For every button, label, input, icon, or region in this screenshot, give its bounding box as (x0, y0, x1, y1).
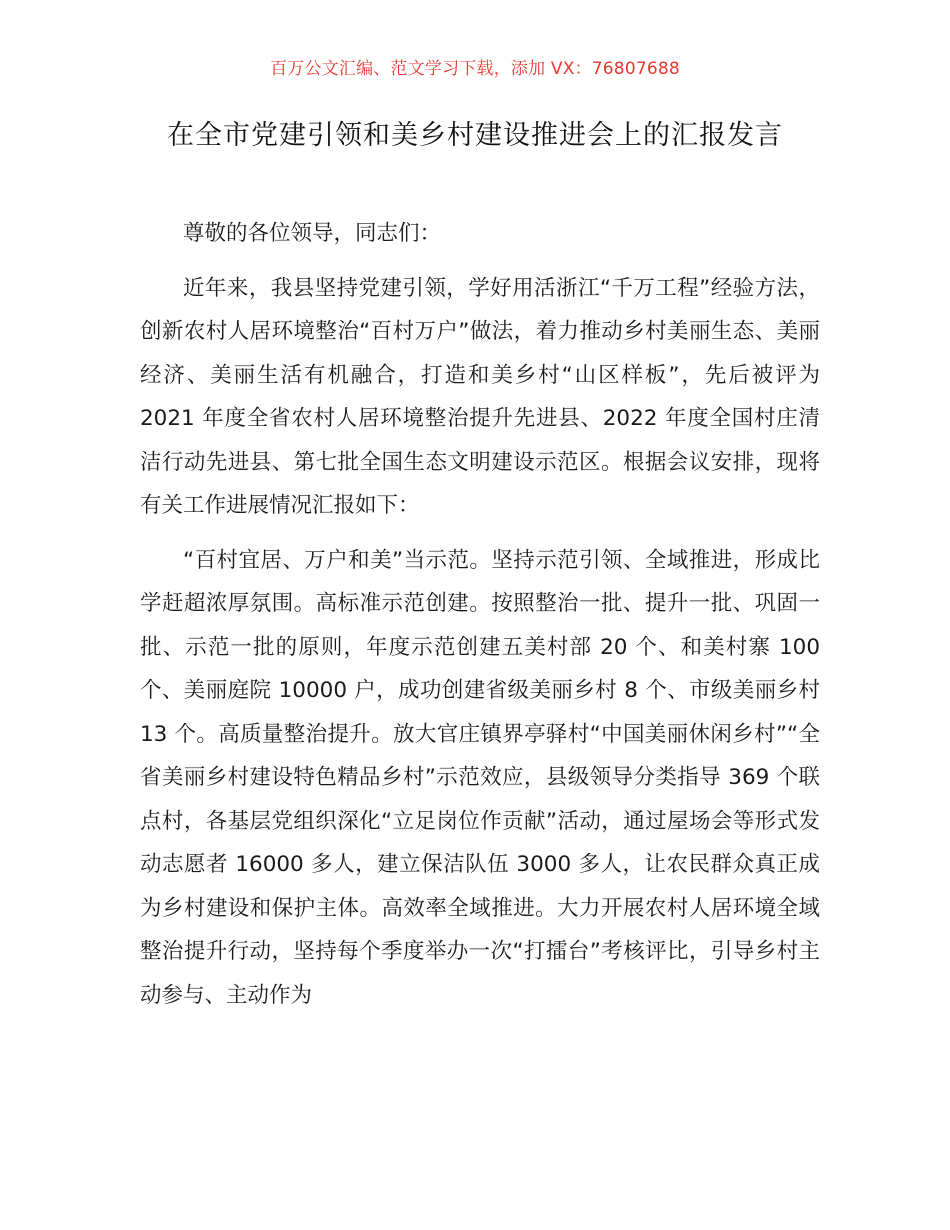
promo-banner: 百万公文汇编、范文学习下载，添加 VX：76807688 (270, 59, 680, 79)
document-title: 在全市党建引领和美乡村建设推进会上的汇报发言 (167, 120, 783, 151)
paragraph-demonstration: “百村宜居、万户和美”当示范。坚持示范引领、全域推进，形成比学赶超浓厚氛围。高标准示范创建。按照整治一批、提升一批、巩固一批、示范一批的原则，年度示范创建五美村部 20 个、和美村寨 100 个、美丽庭院 10000 户，成功创建省级美丽乡村 8 个、市级美丽乡村 13 个。高质量整治提升。放大官庄镇界亭驿村“中国美丽休闲乡村”“全省美丽乡村建设特色精品乡村”示范效应，县级领导分类指导 369 个联点村，各基层党组织深化“立足岗位作贡献”活动，通过屋场会等形式发动志愿者 16000 多人，建立保洁队伍 3000 多人，让农民群众真正成为乡村建设和保护主体。高效率全域推进。大力开展农村人居环境全域整治提升行动，坚持每个季度举办一次“打擂台”考核评比，引导乡村主动参与、主动作为 (140, 547, 820, 1008)
paragraph-intro: 近年来，我县坚持党建引领，学好用活浙江“千万工程”经验方法，创新农村人居环境整治“百村万户”做法，着力推动乡村美丽生态、美丽经济、美丽生活有机融合，打造和美乡村“山区样板”，先后被评为 2021 年度全省农村人居环境整治提升先进县、2022 年度全国村庄清洁行动先进县、第七批全国生态文明建设示范区。根据会议安排，现将有关工作进展情况汇报如下： (140, 275, 820, 518)
salutation: 尊敬的各位领导，同志们： (183, 221, 442, 246)
document-body (140, 212, 820, 1017)
